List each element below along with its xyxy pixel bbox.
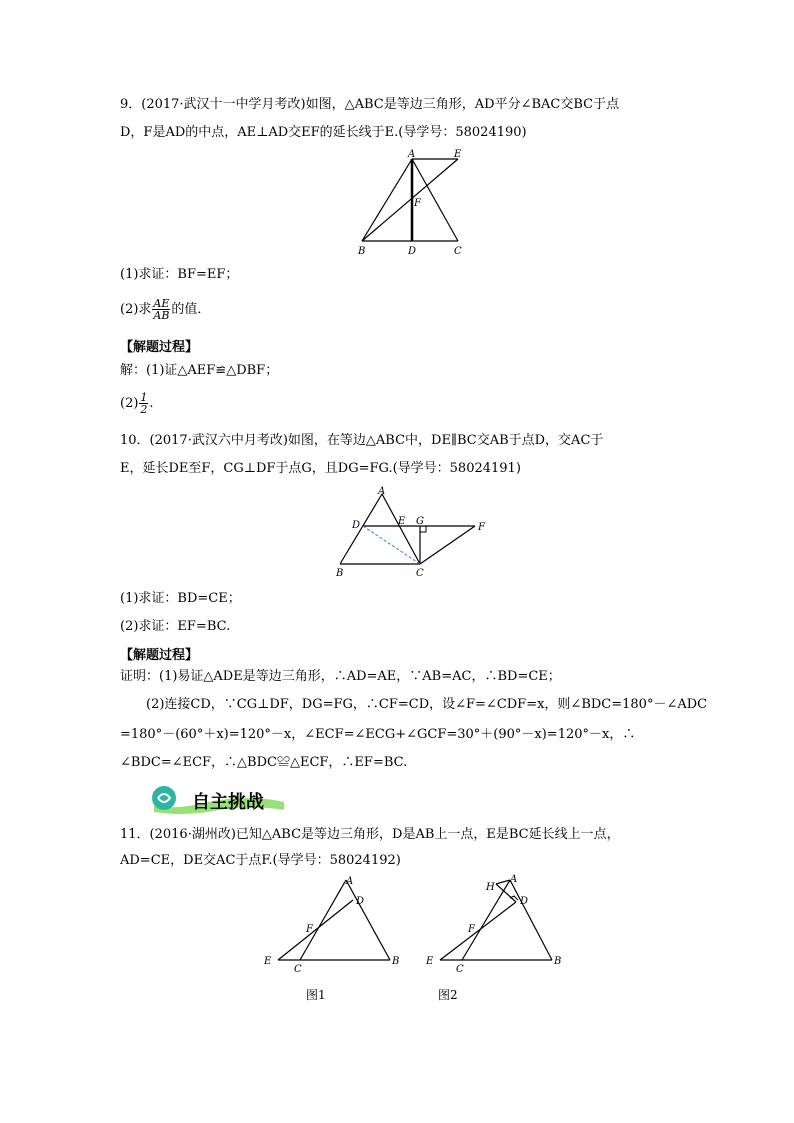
q10-solution2: (2)连接CD，∵CG⊥DF，DG=FG，∴CF=CD，设∠F=∠CDF=x，则∠BDC=180°－∠ADC bbox=[146, 697, 708, 712]
label-D: D bbox=[520, 896, 529, 907]
label-C: C bbox=[456, 964, 464, 972]
label-C: C bbox=[416, 568, 424, 579]
q10-solution4: ∠BDC=∠ECF，∴△BDC≌△ECF，∴EF=BC. bbox=[120, 755, 408, 770]
q11-line2: AD=CE，DE交AC于点F.(导学号：58024192) bbox=[120, 853, 401, 868]
q9-figure bbox=[350, 146, 480, 264]
label-F: F bbox=[478, 522, 485, 533]
q10-line1: 10．(2017·武汉六中月考改)如图，在等边△ABC中，DE∥BC交AB于点D，交AC于 bbox=[120, 433, 604, 448]
banner-title: 自主挑战 bbox=[192, 792, 264, 813]
q11-figure1 bbox=[258, 872, 408, 976]
label-A: A bbox=[346, 876, 354, 887]
label-E: E bbox=[426, 956, 434, 967]
label-C: C bbox=[294, 964, 302, 972]
label-D: D bbox=[356, 896, 365, 907]
q10-figure bbox=[330, 484, 490, 584]
label-B: B bbox=[336, 568, 344, 579]
q9-solution2: (2) $\frac{1}{2}$ . bbox=[120, 391, 154, 416]
q9-line1: 9．(2017·武汉十一中学月考改)如图，△ABC是等边三角形，AD平分∠BAC交BC于点 bbox=[120, 97, 620, 112]
label-A: A bbox=[378, 486, 386, 497]
q10-section-title: 【解题过程】 bbox=[120, 648, 199, 663]
challenge-banner bbox=[148, 784, 288, 816]
label-F: F bbox=[468, 924, 475, 935]
label-E: E bbox=[264, 956, 272, 967]
q9-solution1: 解：(1)证△AEF≌△DBF； bbox=[120, 363, 279, 378]
label-B: B bbox=[358, 246, 366, 257]
label-H: H bbox=[486, 882, 495, 893]
label-D: D bbox=[408, 246, 417, 257]
label-B: B bbox=[392, 956, 400, 967]
label-G: G bbox=[416, 516, 424, 527]
q11-figure2 bbox=[420, 872, 570, 976]
label-C: C bbox=[454, 246, 462, 257]
q9-section-title: 【解题过程】 bbox=[120, 340, 199, 355]
label-F: F bbox=[306, 924, 313, 935]
q9-part2: (2)求 $\frac{AE}{AB}$ 的值． bbox=[120, 297, 211, 322]
q10-part2: (2)求证：EF=BC. bbox=[120, 619, 231, 634]
label-A: A bbox=[510, 874, 518, 885]
figure1-caption: 图1 bbox=[306, 988, 326, 1002]
label-A: A bbox=[408, 149, 416, 160]
q9-line2: D，F是AD的中点，AE⊥AD交EF的延长线于E.(导学号：58024190) bbox=[120, 125, 527, 140]
q10-part1: (1)求证：BD=CE； bbox=[120, 591, 241, 606]
label-B: B bbox=[554, 956, 562, 967]
label-D: D bbox=[352, 520, 361, 531]
label-F: F bbox=[414, 198, 421, 209]
label-E: E bbox=[454, 149, 462, 160]
q10-solution3: =180°－(60°＋x)=120°－x，∠ECF=∠ECG+∠GCF=30°＋(90°－x)=120°－x，∴ bbox=[120, 727, 636, 742]
q9-part1: (1)求证：BF=EF； bbox=[120, 267, 239, 282]
q10-line2: E，延长DE至F，CG⊥DF于点G，且DG=FG.(导学号：58024191) bbox=[120, 461, 521, 476]
label-E: E bbox=[398, 516, 406, 527]
figure2-caption: 图2 bbox=[438, 988, 458, 1002]
q11-line1: 11．(2016·湖州改)已知△ABC是等边三角形，D是AB上一点，E是BC延长线上一点， bbox=[120, 827, 620, 842]
q10-solution1: 证明：(1)易证△ADE是等边三角形，∴AD=AE，∵AB=AC，∴BD=CE； bbox=[120, 669, 561, 684]
